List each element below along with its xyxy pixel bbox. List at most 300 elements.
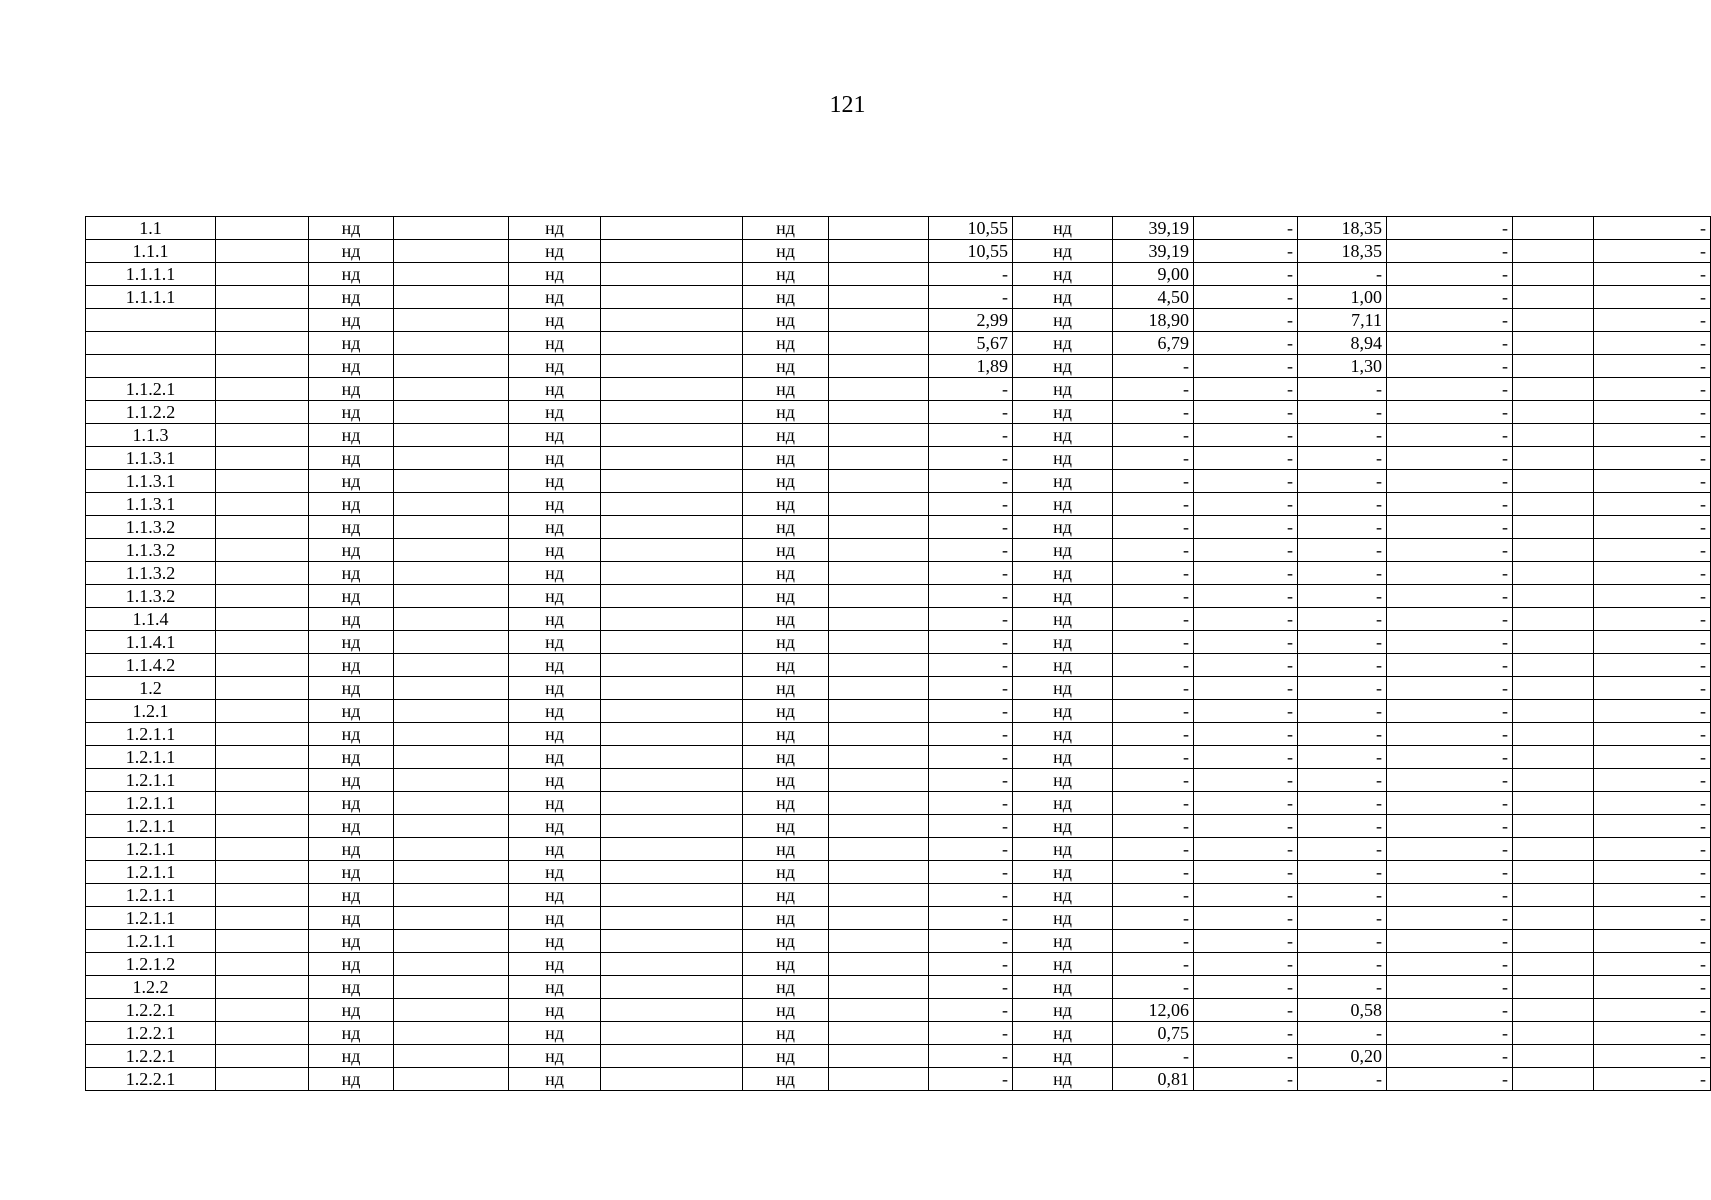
- cell-value-5: -: [1387, 424, 1513, 447]
- cell-empty: [601, 723, 743, 746]
- cell-value-2: -: [1113, 470, 1194, 493]
- cell-value-6: -: [1594, 401, 1711, 424]
- cell-empty: [601, 953, 743, 976]
- cell-nd-2: нд: [509, 1022, 601, 1045]
- cell-empty: [394, 792, 509, 815]
- cell-empty: [394, 493, 509, 516]
- cell-empty: [216, 884, 309, 907]
- cell-value-1: -: [929, 907, 1013, 930]
- cell-nd-3: нд: [743, 999, 829, 1022]
- cell-nd-2: нд: [509, 884, 601, 907]
- cell-empty: [394, 953, 509, 976]
- cell-value-5: -: [1387, 884, 1513, 907]
- cell-value-4: -: [1298, 378, 1387, 401]
- cell-value-1: -: [929, 746, 1013, 769]
- cell-value-5: -: [1387, 539, 1513, 562]
- cell-value-5: -: [1387, 1045, 1513, 1068]
- cell-value-3: -: [1194, 838, 1298, 861]
- cell-value-6: -: [1594, 309, 1711, 332]
- cell-code: 1.1.4.2: [86, 654, 216, 677]
- cell-code: 1.2.2.1: [86, 999, 216, 1022]
- cell-nd-2: нд: [509, 930, 601, 953]
- cell-nd-4: нд: [1013, 424, 1113, 447]
- cell-nd-1: нд: [309, 263, 394, 286]
- cell-value-5: -: [1387, 263, 1513, 286]
- cell-code: 1.2.1.1: [86, 907, 216, 930]
- cell-code: [86, 355, 216, 378]
- cell-value-4: -: [1298, 539, 1387, 562]
- cell-nd-3: нд: [743, 539, 829, 562]
- cell-value-1: -: [929, 585, 1013, 608]
- cell-value-3: -: [1194, 861, 1298, 884]
- cell-value-6: -: [1594, 677, 1711, 700]
- cell-code: 1.2.1.2: [86, 953, 216, 976]
- cell-nd-3: нд: [743, 516, 829, 539]
- cell-nd-3: нд: [743, 424, 829, 447]
- cell-value-5: -: [1387, 746, 1513, 769]
- cell-nd-2: нд: [509, 286, 601, 309]
- cell-nd-3: нд: [743, 930, 829, 953]
- cell-value-6: -: [1594, 815, 1711, 838]
- cell-nd-3: нд: [743, 884, 829, 907]
- cell-nd-1: нд: [309, 1045, 394, 1068]
- cell-value-2: -: [1113, 631, 1194, 654]
- cell-code: 1.1.1.1: [86, 286, 216, 309]
- cell-value-6: -: [1594, 884, 1711, 907]
- cell-nd-3: нд: [743, 723, 829, 746]
- cell-value-4: -: [1298, 930, 1387, 953]
- cell-code: 1.1.1.1: [86, 263, 216, 286]
- cell-nd-2: нд: [509, 654, 601, 677]
- cell-value-6: -: [1594, 1045, 1711, 1068]
- cell-empty: [1513, 815, 1594, 838]
- cell-empty: [601, 677, 743, 700]
- cell-value-3: -: [1194, 1022, 1298, 1045]
- cell-value-5: -: [1387, 769, 1513, 792]
- cell-empty: [829, 723, 929, 746]
- cell-empty: [216, 677, 309, 700]
- cell-value-1: -: [929, 608, 1013, 631]
- cell-value-3: -: [1194, 263, 1298, 286]
- cell-nd-3: нд: [743, 240, 829, 263]
- cell-nd-4: нд: [1013, 516, 1113, 539]
- cell-value-5: -: [1387, 286, 1513, 309]
- cell-empty: [216, 1022, 309, 1045]
- cell-empty: [829, 608, 929, 631]
- cell-value-5: -: [1387, 378, 1513, 401]
- cell-nd-3: нд: [743, 677, 829, 700]
- cell-empty: [216, 378, 309, 401]
- cell-empty: [829, 378, 929, 401]
- cell-empty: [601, 401, 743, 424]
- cell-value-4: -: [1298, 608, 1387, 631]
- cell-empty: [601, 332, 743, 355]
- table-row: [86, 976, 1711, 999]
- table-row: [86, 355, 1711, 378]
- cell-empty: [394, 516, 509, 539]
- cell-empty: [829, 769, 929, 792]
- cell-empty: [601, 884, 743, 907]
- cell-empty: [1513, 700, 1594, 723]
- cell-nd-2: нд: [509, 516, 601, 539]
- cell-empty: [829, 1022, 929, 1045]
- cell-empty: [394, 999, 509, 1022]
- cell-code: 1.1.4.1: [86, 631, 216, 654]
- cell-nd-4: нд: [1013, 884, 1113, 907]
- table-row: [86, 907, 1711, 930]
- cell-empty: [1513, 930, 1594, 953]
- cell-value-6: -: [1594, 1068, 1711, 1091]
- cell-empty: [216, 1068, 309, 1091]
- cell-value-1: -: [929, 470, 1013, 493]
- cell-value-3: -: [1194, 332, 1298, 355]
- cell-nd-4: нд: [1013, 401, 1113, 424]
- cell-value-3: -: [1194, 792, 1298, 815]
- table-row: [86, 424, 1711, 447]
- cell-value-5: -: [1387, 700, 1513, 723]
- cell-empty: [394, 1045, 509, 1068]
- cell-empty: [394, 217, 509, 240]
- cell-nd-2: нд: [509, 355, 601, 378]
- cell-value-3: -: [1194, 355, 1298, 378]
- cell-nd-1: нд: [309, 332, 394, 355]
- cell-empty: [216, 907, 309, 930]
- cell-code: 1.2.1.1: [86, 930, 216, 953]
- cell-empty: [601, 907, 743, 930]
- cell-nd-2: нд: [509, 263, 601, 286]
- cell-nd-2: нд: [509, 838, 601, 861]
- cell-empty: [601, 217, 743, 240]
- cell-value-5: -: [1387, 792, 1513, 815]
- cell-nd-1: нд: [309, 424, 394, 447]
- cell-value-5: -: [1387, 309, 1513, 332]
- cell-empty: [394, 263, 509, 286]
- cell-value-6: -: [1594, 631, 1711, 654]
- cell-value-1: -: [929, 447, 1013, 470]
- cell-value-4: -: [1298, 700, 1387, 723]
- cell-nd-4: нд: [1013, 286, 1113, 309]
- cell-empty: [601, 539, 743, 562]
- cell-empty: [601, 769, 743, 792]
- cell-nd-4: нд: [1013, 608, 1113, 631]
- cell-value-4: -: [1298, 838, 1387, 861]
- cell-value-1: -: [929, 884, 1013, 907]
- cell-value-4: -: [1298, 746, 1387, 769]
- cell-value-6: -: [1594, 723, 1711, 746]
- cell-empty: [1513, 493, 1594, 516]
- cell-value-1: 5,67: [929, 332, 1013, 355]
- cell-empty: [601, 999, 743, 1022]
- cell-nd-4: нд: [1013, 700, 1113, 723]
- cell-nd-2: нд: [509, 401, 601, 424]
- cell-nd-3: нд: [743, 953, 829, 976]
- cell-nd-3: нд: [743, 332, 829, 355]
- cell-value-2: -: [1113, 976, 1194, 999]
- cell-empty: [829, 539, 929, 562]
- table-row: [86, 217, 1711, 240]
- cell-nd-1: нд: [309, 999, 394, 1022]
- cell-empty: [394, 539, 509, 562]
- cell-nd-1: нд: [309, 608, 394, 631]
- cell-value-1: -: [929, 700, 1013, 723]
- table-row: [86, 1068, 1711, 1091]
- cell-value-4: 1,30: [1298, 355, 1387, 378]
- cell-nd-4: нд: [1013, 309, 1113, 332]
- cell-empty: [1513, 861, 1594, 884]
- cell-empty: [1513, 263, 1594, 286]
- cell-nd-1: нд: [309, 838, 394, 861]
- cell-value-6: -: [1594, 654, 1711, 677]
- cell-code: 1.1.3: [86, 424, 216, 447]
- cell-value-2: -: [1113, 516, 1194, 539]
- cell-nd-2: нд: [509, 861, 601, 884]
- cell-empty: [394, 838, 509, 861]
- cell-value-2: -: [1113, 838, 1194, 861]
- cell-value-3: -: [1194, 493, 1298, 516]
- cell-empty: [601, 930, 743, 953]
- cell-empty: [601, 516, 743, 539]
- cell-nd-3: нд: [743, 447, 829, 470]
- table-row: [86, 838, 1711, 861]
- cell-value-2: 39,19: [1113, 217, 1194, 240]
- table-row: [86, 263, 1711, 286]
- cell-value-3: -: [1194, 447, 1298, 470]
- cell-value-6: -: [1594, 953, 1711, 976]
- table-row: [86, 378, 1711, 401]
- cell-empty: [1513, 424, 1594, 447]
- cell-value-6: -: [1594, 217, 1711, 240]
- cell-value-1: -: [929, 769, 1013, 792]
- cell-empty: [394, 585, 509, 608]
- table-row: [86, 447, 1711, 470]
- cell-empty: [829, 792, 929, 815]
- cell-nd-3: нд: [743, 1045, 829, 1068]
- cell-nd-4: нд: [1013, 585, 1113, 608]
- cell-empty: [601, 470, 743, 493]
- cell-nd-4: нд: [1013, 263, 1113, 286]
- cell-nd-4: нд: [1013, 723, 1113, 746]
- cell-empty: [1513, 1045, 1594, 1068]
- cell-empty: [829, 930, 929, 953]
- cell-empty: [216, 309, 309, 332]
- cell-value-2: 18,90: [1113, 309, 1194, 332]
- cell-empty: [829, 309, 929, 332]
- table-row: [86, 700, 1711, 723]
- cell-value-6: -: [1594, 976, 1711, 999]
- cell-empty: [216, 631, 309, 654]
- cell-nd-3: нд: [743, 608, 829, 631]
- cell-value-2: -: [1113, 608, 1194, 631]
- cell-value-5: -: [1387, 355, 1513, 378]
- cell-empty: [1513, 217, 1594, 240]
- cell-empty: [829, 654, 929, 677]
- cell-code: 1.1.4: [86, 608, 216, 631]
- cell-value-3: -: [1194, 309, 1298, 332]
- cell-nd-2: нд: [509, 562, 601, 585]
- cell-nd-3: нд: [743, 378, 829, 401]
- table-row: [86, 1022, 1711, 1045]
- cell-nd-2: нд: [509, 378, 601, 401]
- cell-value-1: 2,99: [929, 309, 1013, 332]
- cell-empty: [216, 608, 309, 631]
- cell-nd-2: нд: [509, 999, 601, 1022]
- cell-empty: [829, 493, 929, 516]
- cell-empty: [829, 1068, 929, 1091]
- cell-value-6: -: [1594, 286, 1711, 309]
- cell-empty: [216, 1045, 309, 1068]
- cell-value-2: 9,00: [1113, 263, 1194, 286]
- cell-value-3: -: [1194, 976, 1298, 999]
- cell-value-3: -: [1194, 930, 1298, 953]
- cell-code: 1.1.1: [86, 240, 216, 263]
- cell-empty: [216, 769, 309, 792]
- cell-nd-3: нд: [743, 355, 829, 378]
- cell-nd-2: нд: [509, 447, 601, 470]
- cell-nd-3: нд: [743, 700, 829, 723]
- cell-nd-3: нд: [743, 769, 829, 792]
- cell-value-4: -: [1298, 424, 1387, 447]
- table-row: [86, 930, 1711, 953]
- cell-value-2: 4,50: [1113, 286, 1194, 309]
- cell-nd-4: нд: [1013, 447, 1113, 470]
- cell-nd-4: нд: [1013, 953, 1113, 976]
- cell-empty: [394, 746, 509, 769]
- cell-value-3: -: [1194, 677, 1298, 700]
- cell-value-6: -: [1594, 746, 1711, 769]
- cell-value-2: -: [1113, 769, 1194, 792]
- cell-value-3: -: [1194, 654, 1298, 677]
- cell-nd-3: нд: [743, 861, 829, 884]
- cell-value-2: -: [1113, 815, 1194, 838]
- cell-nd-4: нд: [1013, 539, 1113, 562]
- cell-empty: [394, 723, 509, 746]
- cell-value-1: -: [929, 838, 1013, 861]
- cell-value-4: -: [1298, 1068, 1387, 1091]
- cell-value-3: -: [1194, 378, 1298, 401]
- cell-nd-2: нд: [509, 309, 601, 332]
- cell-nd-3: нд: [743, 976, 829, 999]
- cell-code: 1.1.3.2: [86, 516, 216, 539]
- cell-code: 1.1.3.2: [86, 585, 216, 608]
- cell-nd-1: нд: [309, 976, 394, 999]
- cell-value-1: -: [929, 562, 1013, 585]
- cell-empty: [1513, 792, 1594, 815]
- cell-nd-1: нд: [309, 286, 394, 309]
- cell-value-1: -: [929, 792, 1013, 815]
- cell-value-1: -: [929, 976, 1013, 999]
- cell-value-5: -: [1387, 585, 1513, 608]
- cell-nd-4: нд: [1013, 792, 1113, 815]
- cell-nd-1: нд: [309, 700, 394, 723]
- cell-value-2: -: [1113, 792, 1194, 815]
- cell-value-5: -: [1387, 562, 1513, 585]
- cell-empty: [601, 263, 743, 286]
- cell-value-2: -: [1113, 746, 1194, 769]
- cell-empty: [216, 286, 309, 309]
- cell-nd-2: нд: [509, 608, 601, 631]
- cell-nd-4: нд: [1013, 562, 1113, 585]
- cell-empty: [216, 792, 309, 815]
- cell-value-1: -: [929, 930, 1013, 953]
- data-table: [85, 216, 1711, 1091]
- cell-value-5: -: [1387, 447, 1513, 470]
- cell-empty: [216, 263, 309, 286]
- table-row: [86, 746, 1711, 769]
- cell-nd-1: нд: [309, 792, 394, 815]
- cell-value-2: -: [1113, 355, 1194, 378]
- cell-code: [86, 309, 216, 332]
- cell-nd-3: нд: [743, 654, 829, 677]
- cell-value-4: 0,58: [1298, 999, 1387, 1022]
- cell-empty: [394, 884, 509, 907]
- cell-value-1: -: [929, 677, 1013, 700]
- cell-empty: [601, 585, 743, 608]
- cell-value-1: -: [929, 539, 1013, 562]
- cell-code: 1.1.3.1: [86, 447, 216, 470]
- cell-code: 1.2.1.1: [86, 884, 216, 907]
- cell-value-4: -: [1298, 677, 1387, 700]
- cell-nd-2: нд: [509, 1068, 601, 1091]
- cell-value-3: -: [1194, 631, 1298, 654]
- cell-value-2: -: [1113, 378, 1194, 401]
- cell-empty: [1513, 677, 1594, 700]
- cell-code: 1.2.1.1: [86, 792, 216, 815]
- cell-value-5: -: [1387, 217, 1513, 240]
- table-row: [86, 470, 1711, 493]
- table-row: [86, 516, 1711, 539]
- cell-value-6: -: [1594, 240, 1711, 263]
- cell-value-4: -: [1298, 723, 1387, 746]
- cell-nd-1: нд: [309, 1022, 394, 1045]
- cell-empty: [394, 677, 509, 700]
- cell-code: 1.2.1.1: [86, 815, 216, 838]
- cell-nd-2: нд: [509, 332, 601, 355]
- cell-value-4: 18,35: [1298, 217, 1387, 240]
- cell-nd-3: нд: [743, 493, 829, 516]
- cell-nd-4: нд: [1013, 861, 1113, 884]
- cell-nd-2: нд: [509, 493, 601, 516]
- cell-empty: [1513, 447, 1594, 470]
- cell-nd-3: нд: [743, 838, 829, 861]
- cell-value-6: -: [1594, 516, 1711, 539]
- cell-empty: [1513, 631, 1594, 654]
- cell-empty: [1513, 470, 1594, 493]
- cell-value-4: -: [1298, 907, 1387, 930]
- cell-value-5: -: [1387, 493, 1513, 516]
- cell-nd-3: нд: [743, 286, 829, 309]
- cell-code: 1.2.1.1: [86, 746, 216, 769]
- cell-nd-1: нд: [309, 654, 394, 677]
- cell-empty: [394, 401, 509, 424]
- cell-value-4: 7,11: [1298, 309, 1387, 332]
- cell-nd-4: нд: [1013, 217, 1113, 240]
- cell-value-4: -: [1298, 263, 1387, 286]
- cell-empty: [216, 562, 309, 585]
- cell-nd-4: нд: [1013, 654, 1113, 677]
- cell-code: 1.1.3.2: [86, 562, 216, 585]
- cell-nd-4: нд: [1013, 999, 1113, 1022]
- cell-value-4: -: [1298, 516, 1387, 539]
- cell-value-2: -: [1113, 723, 1194, 746]
- cell-nd-2: нд: [509, 240, 601, 263]
- cell-empty: [829, 447, 929, 470]
- cell-empty: [601, 746, 743, 769]
- cell-code: 1.2.2: [86, 976, 216, 999]
- cell-empty: [394, 447, 509, 470]
- cell-nd-1: нд: [309, 401, 394, 424]
- cell-nd-1: нд: [309, 516, 394, 539]
- cell-empty: [1513, 1068, 1594, 1091]
